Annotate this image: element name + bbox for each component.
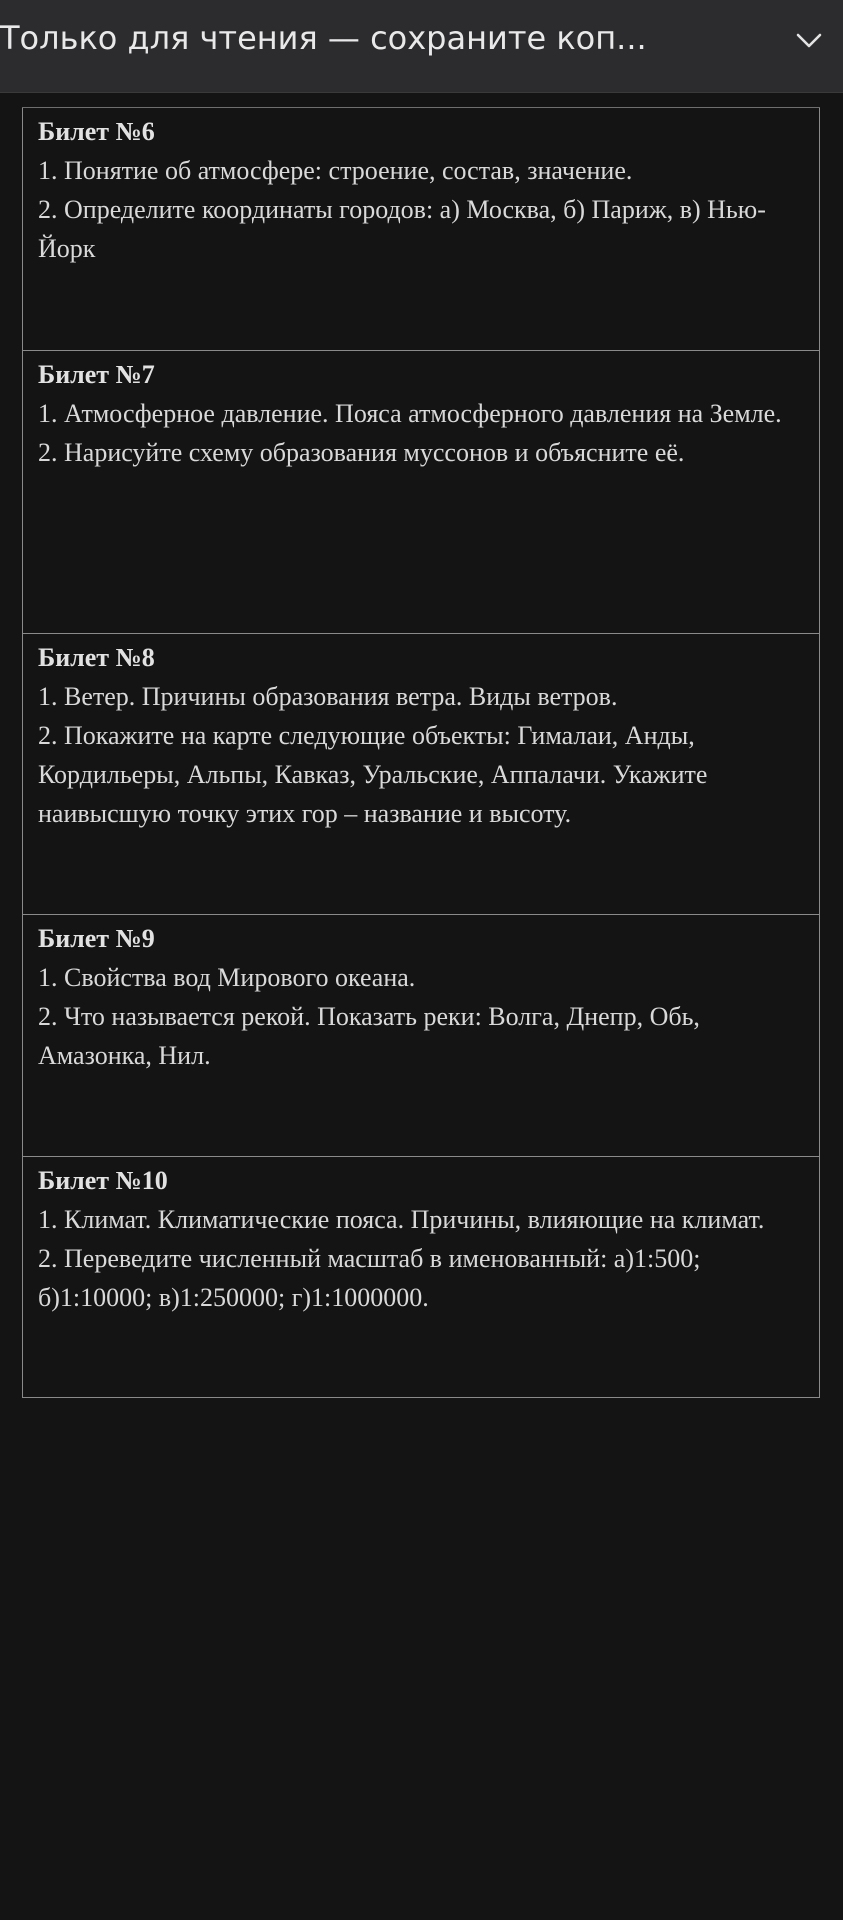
read-only-banner-text: Только для чтения — сохраните коп...: [0, 19, 647, 57]
ticket-question: 2. Нарисуйте схему образования муссонов и объясните её.: [38, 438, 685, 467]
ticket-question: 2. Определите координаты городов: а) Москва, б) Париж, в) Нью-Йорк: [38, 195, 766, 263]
read-only-banner: [0, 0, 843, 93]
ticket-8: [22, 634, 820, 915]
ticket-question: 1. Понятие об атмосфере: строение, состав, значение.: [38, 156, 633, 185]
ticket-question: 2. Что называется рекой. Показать реки: Волга, Днепр, Обь, Амазонка, Нил.: [38, 1002, 700, 1070]
ticket-6: [22, 108, 820, 351]
ticket-10: [22, 1157, 820, 1398]
ticket-question: 2. Покажите на карте следующие объекты: Гималаи, Анды, Кордильеры, Альпы, Кавказ, Уральские, Аппалачи. Укажите наивысшую точку этих гор – название и высоту.: [38, 721, 708, 828]
ticket-question: 1. Свойства вод Мирового океана.: [38, 963, 416, 992]
tickets-table: [22, 107, 820, 1398]
ticket-title: Билет №7: [38, 360, 155, 389]
ticket-title: Билет №8: [38, 643, 155, 672]
ticket-9: [22, 915, 820, 1157]
ticket-question: 1. Атмосферное давление. Пояса атмосферного давления на Земле.: [38, 399, 782, 428]
ticket-7: [22, 351, 820, 634]
chevron-down-icon: [795, 30, 823, 50]
ticket-title: Билет №10: [38, 1166, 168, 1195]
ticket-title: Билет №6: [38, 117, 155, 146]
ticket-title: Билет №9: [38, 924, 155, 953]
ticket-question: 1. Климат. Климатические пояса. Причины, влияющие на климат.: [38, 1205, 765, 1234]
ticket-question: 2. Переведите численный масштаб в именованный: а)1:500; б)1:10000; в)1:250000; г)1:1000000.: [38, 1244, 701, 1312]
ticket-question: 1. Ветер. Причины образования ветра. Виды ветров.: [38, 682, 618, 711]
banner-expand-button[interactable]: [773, 14, 843, 70]
